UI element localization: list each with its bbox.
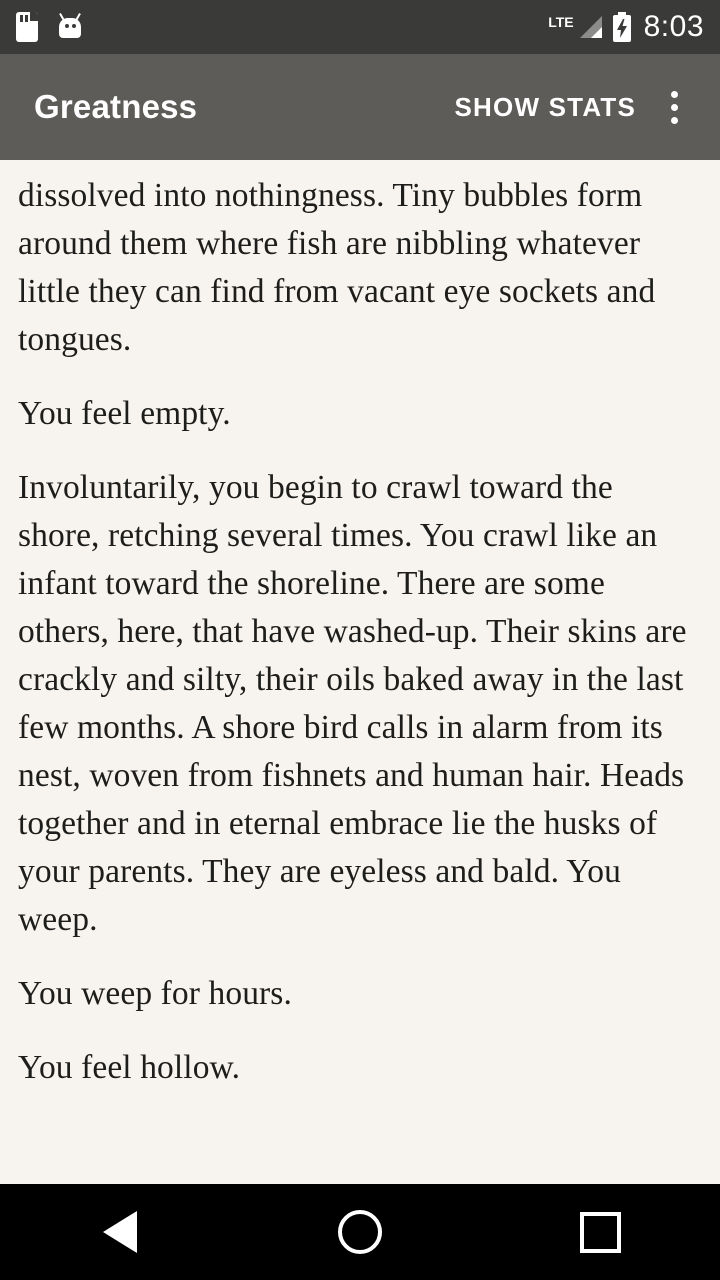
system-navigation-bar	[0, 1184, 720, 1280]
status-bar	[0, 0, 720, 54]
overflow-menu-icon[interactable]	[650, 79, 698, 135]
story-paragraph: Involuntarily, you begin to crawl toward the shore, retching several times. You crawl like an infant toward the shoreline. There are some others, here, that have washed-up. Their skins are crackly and silty, their oils baked away in the last few months. A shore bird calls in alarm from its nest, woven from fishnets and human hair. Heads together and in eternal embrace lie the husks of your parents. They are eyeless and bald. You weep.	[18, 469, 687, 938]
back-triangle-icon	[103, 1211, 137, 1253]
signal-strength-icon	[578, 14, 604, 40]
story-paragraph: You weep for hours.	[18, 975, 292, 1012]
show-stats-button[interactable]: SHOW STATS	[454, 91, 636, 122]
nav-home-button[interactable]	[300, 1184, 420, 1280]
android-head-icon	[56, 14, 84, 40]
clock: 8:03	[643, 10, 704, 43]
app-bar	[0, 54, 720, 160]
battery-charging-icon	[612, 12, 632, 42]
story-content[interactable]	[0, 160, 720, 1184]
network-type-label: LTE	[548, 14, 574, 30]
home-circle-icon	[338, 1210, 382, 1254]
nav-recents-button[interactable]	[540, 1184, 660, 1280]
status-bar-left	[16, 12, 84, 42]
story-paragraph: You feel hollow.	[18, 1049, 241, 1086]
sd-card-icon	[16, 12, 38, 42]
status-bar-right	[548, 10, 704, 44]
page-title: Greatness	[34, 88, 198, 125]
nav-back-button[interactable]	[60, 1184, 180, 1280]
recents-square-icon	[580, 1212, 621, 1253]
story-paragraph: You feel empty.	[18, 395, 231, 432]
story-paragraph: dissolved into nothingness. Tiny bubbles form around them where fish are nibbling whatever little they can find from vacant eye sockets and tongues.	[18, 177, 656, 358]
